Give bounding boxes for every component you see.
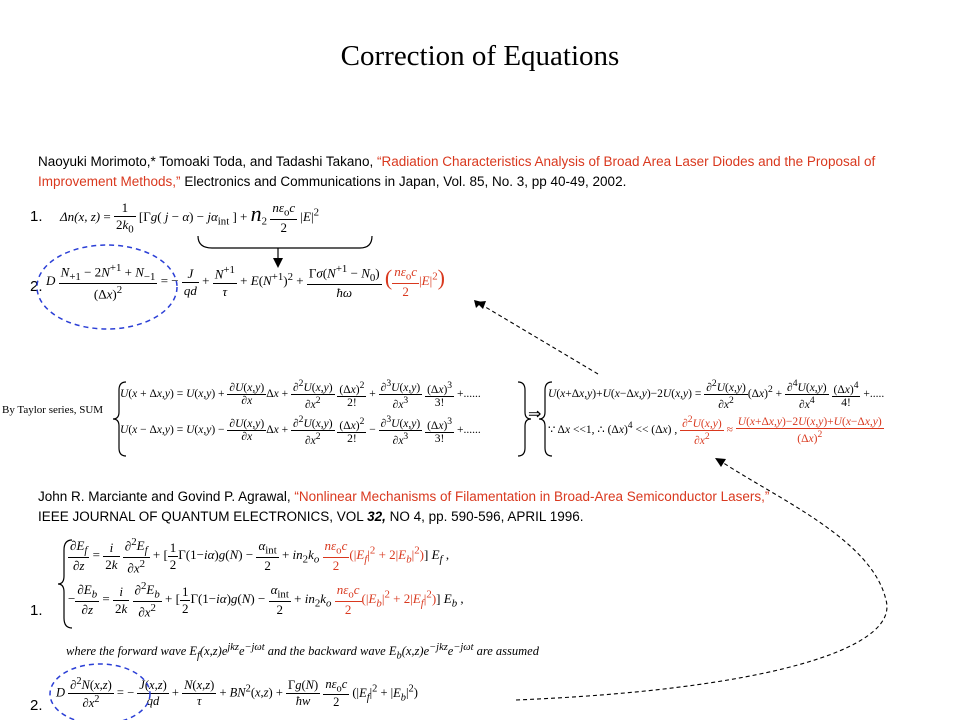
page-title: Correction of Equations bbox=[340, 40, 620, 72]
equation-b1: $\frac{\partial E_f}{\partial z}$ = $\frac{i}{2k}$ $\frac{\partial^2E_f}{\partial x^2}$ + [ $\frac{1}{2}$ Γ(1−iα)g(N) − $\frac{\alpha_{int}}{2}$ + $in_2k_o$ $\frac{n\varepsilon_oc}{2}$ $(|E_f|^2 + 2|E_b|^2)$] $E_f$ , − $\frac{\partial E_b}{\partial z}$ = $\frac{i}{2k}$ $\frac{\partial^2E_b}{\partial x^2}$ + [ $\frac{1}{2}$ Γ(1−iα)g(N) − $\frac{\alpha_{int}}{2}$ + $in_2k_o$ $\frac{n\varepsilon_oc}{2}$ $(|E_b|^2 + 2|E_f|^2)$] $E_b$ , bbox=[68, 536, 464, 620]
brace-result-left bbox=[539, 382, 552, 456]
assumption-note: where the forward wave $E_f(x,z)e^{jkz}e^{-j\omega t}$ and the backward wave $E_b(x,z)e^{-jkz}e^{-j\omega t}$ are assumed bbox=[66, 642, 539, 662]
equation-a2: D $\frac{N_{+1} - 2N^{+1} + N_{-1}}{(\Delta x)^2}$ = − $\frac{J}{qd}$ + $\frac{N^{+1}}{\tau}$ + $E(N^{+1})^2$ + $\frac{\Gamma\sigma(N^{+1} - N_0)}{ħ\omega}$ ( $\frac{n\varepsilon_oc}{2}$ $|E|^2$) bbox=[46, 262, 445, 302]
dashed-arrow-lower-head bbox=[715, 458, 726, 467]
eq-a2-number: 2. bbox=[30, 278, 43, 295]
down-arrowhead bbox=[273, 258, 283, 268]
ref2-authors: John R. Marciante and Govind P. Agrawal, bbox=[38, 489, 295, 504]
ref1-authors: Naoyuki Morimoto,* Tomoaki Toda, and Tadashi Takano, bbox=[38, 154, 377, 169]
highlight-ellipse-top bbox=[37, 245, 177, 329]
taylor-result: U(x+Δx,y)+U(x−Δx,y)−2U(x,y) = $\frac{\partial^2U(x,y)}{\partial x^2}$ $(\Delta x)^2$ + $\frac{\partial^4U(x,y)}{\partial x^4}$ $\frac{(\Delta x)^4}{4!}$ +..... ∵ Δx <<1, ∴ $(\Delta x)^4 << (\Delta x)$ , $\frac{\partial^2U(x,y)}{\partial x^2}$ ≈ $\frac{U(x+\Delta x,y)-2U(x,y)+U(x-\Delta x,y)}{(\Delta x)^2}$ bbox=[548, 378, 885, 447]
brace-b1-left bbox=[58, 540, 72, 628]
brace-taylor-right bbox=[518, 382, 531, 456]
equation-b2: D $\frac{\partial^2N(x,z)}{\partial x^2}$ = − $\frac{J(x,z)}{qd}$ + $\frac{N(x,z)}{\tau}$ + $BN^2(x,z)$ + $\frac{\Gamma g(N)}{ħw}$ $\frac{n\varepsilon_oc}{2}$ $(|E_f|^2 + |E_b|^2)$ bbox=[56, 676, 418, 711]
highlight-ellipse-bottom bbox=[50, 664, 150, 720]
equation-a1: Δn(x, z) = $\frac{1}{2k_0}$ [Γg( $j - \alpha) - j\alpha_{int}$ ] + $n_2$ $\frac{n\varepsilon_oc}{2}$ $|E|^2$ bbox=[60, 200, 319, 236]
ref2-volume: 32, bbox=[367, 509, 386, 524]
eq-a1-number: 1. bbox=[30, 208, 43, 225]
ref2-title: “Nonlinear Mechanisms of Filamentation in Broad-Area Semiconductor Lasers,” bbox=[294, 489, 770, 504]
dashed-arrow-lower bbox=[516, 462, 887, 700]
ref2-journal-b: NO 4, pp. 590-596, APRIL 1996. bbox=[385, 509, 584, 524]
ref1-journal: Electronics and Communications in Japan, Vol. 85, No. 3, pp 40-49, 2002. bbox=[180, 174, 627, 189]
eq-b1-number: 1. bbox=[30, 602, 43, 619]
dashed-arrow-upper bbox=[482, 305, 598, 374]
brace-taylor-left bbox=[113, 382, 126, 456]
taylor-expansion: U(x + Δx,y) = U(x,y) + $\frac{\partial U(x,y)}{\partial x}$ Δx + $\frac{\partial^2U(x,y)}{\partial x^2}$ $\frac{(\Delta x)^2}{2!}$ + $\frac{\partial^3U(x,y)}{\partial x^3}$ $\frac{(\Delta x)^3}{3!}$ +...... U(x − Δx,y) = U(x,y) − $\frac{\partial U(x,y)}{\partial x}$ Δx + $\frac{\partial^2U(x,y)}{\partial x^2}$ $\frac{(\Delta x)^2}{2!}$ − $\frac{\partial^3U(x,y)}{\partial x^3}$ $\frac{(\Delta x)^3}{3!}$ +...... bbox=[120, 378, 481, 447]
implies-arrow: ⇒ bbox=[528, 406, 542, 423]
ref2-journal-a: IEEE JOURNAL OF QUANTUM ELECTRONICS, VOL bbox=[38, 509, 368, 524]
highlight-bracket bbox=[198, 236, 372, 248]
taylor-label: By Taylor series, SUM bbox=[2, 404, 104, 416]
eq-b2-number: 2. bbox=[30, 697, 43, 714]
ref1-title: “Radiation Characteristics Analysis of Broad Area Laser Diodes and the Proposal of Improvement Methods,” bbox=[38, 154, 876, 189]
